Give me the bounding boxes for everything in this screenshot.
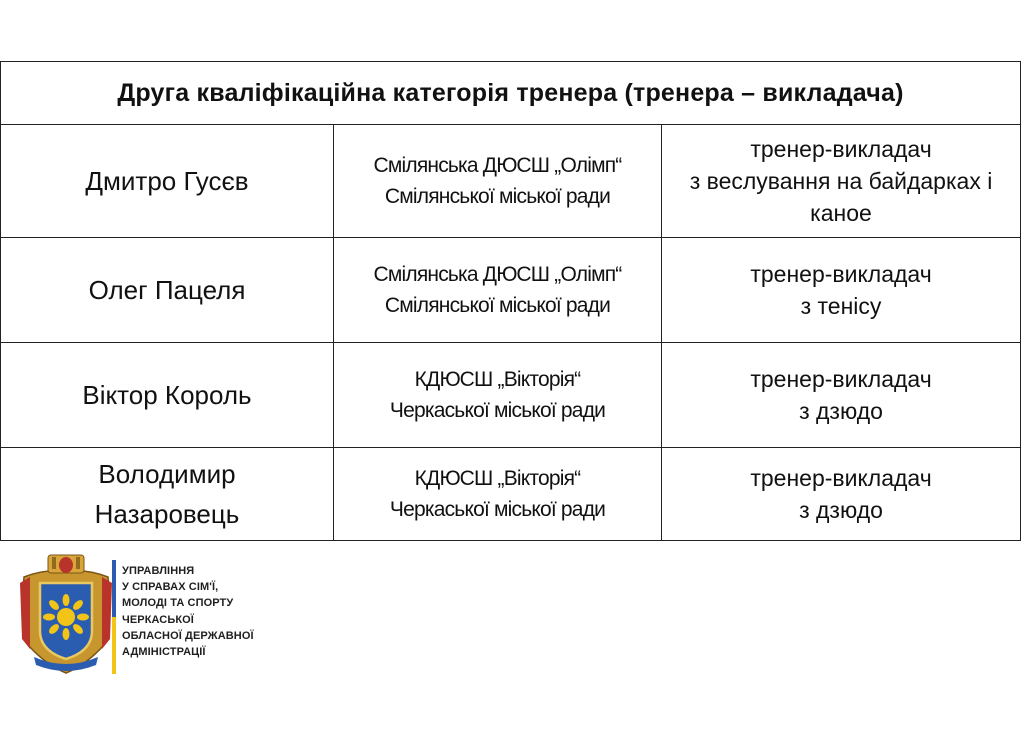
coach-organization: Смілянська ДЮСШ „Олімп“ Смілянської міської ради bbox=[334, 238, 662, 343]
coach-role: тренер-викладач з веслування на байдарках і каное bbox=[662, 125, 1021, 238]
organization-name: УПРАВЛІННЯ У СПРАВАХ СІМ'Ї, МОЛОДІ ТА СПОРТУ ЧЕРКАСЬКОЇ ОБЛАСНОЇ ДЕРЖАВНОЇ АДМІНІСТРАЦІЇ bbox=[122, 565, 254, 659]
table-title: Друга кваліфікаційна категорія тренера (тренера – викладача) bbox=[1, 62, 1021, 125]
coaches-table bbox=[0, 61, 1021, 541]
coach-organization: КДЮСШ „Вікторія“ Черкаської міської ради bbox=[334, 448, 662, 541]
coach-role: тренер-викладач з дзюдо bbox=[662, 343, 1021, 448]
coach-role: тренер-викладач з дзюдо bbox=[662, 448, 1021, 541]
coach-role: тренер-викладач з тенісу bbox=[662, 238, 1021, 343]
coach-name: Олег Пацеля bbox=[1, 238, 334, 343]
coat-of-arms-icon bbox=[16, 553, 116, 675]
coach-name: Віктор Король bbox=[1, 343, 334, 448]
table-row bbox=[1, 448, 1021, 541]
table-row bbox=[1, 125, 1021, 238]
coach-organization: Смілянська ДЮСШ „Олімп“ Смілянської міської ради bbox=[334, 125, 662, 238]
coach-name: Дмитро Гусєв bbox=[1, 125, 334, 238]
coach-name: Володимир Назаровець bbox=[1, 448, 334, 541]
table-row bbox=[1, 238, 1021, 343]
table-row bbox=[1, 343, 1021, 448]
logo-divider bbox=[112, 560, 116, 674]
coach-organization: КДЮСШ „Вікторія“ Черкаської міської ради bbox=[334, 343, 662, 448]
